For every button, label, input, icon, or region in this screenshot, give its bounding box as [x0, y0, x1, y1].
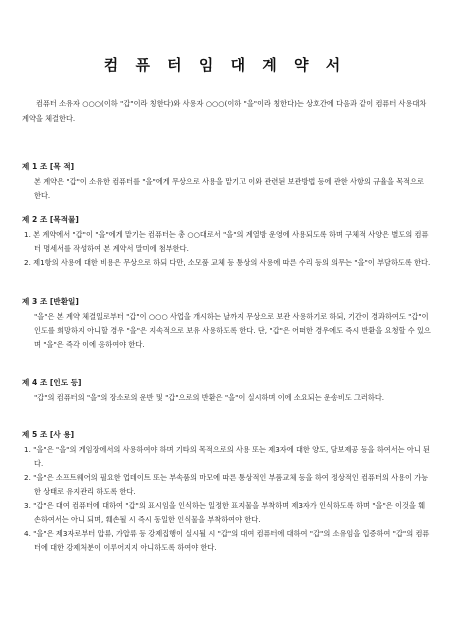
section-3 [22, 296, 432, 352]
document-title: 컴 퓨 터 임 대 계 약 서 [103, 56, 347, 74]
section-heading: 제 3 조 [반환일] [22, 297, 79, 306]
list-item: 1. 본 계약에서 "갑"이 "을"에게 맡기는 컴퓨터는 총 ○○대로서 "을"의 계열방 운영에 사용되도록 하며 구체적 사양은 별도의 컴퓨터 명세서를 작성하여 본 계약서 말미에 첨부한다. [24, 230, 429, 253]
intro-text: 컴퓨터 소유자 ○○○(이하 "갑"이라 칭한다)와 사용자 ○○○(이하 "을"이라 칭한다)는 상호간에 다음과 같이 컴퓨터 사용대차 계약을 체결한다. [22, 99, 427, 123]
list-item: 3. "갑"은 대여 컴퓨터에 대하여 "갑"의 표시임을 인식하는 일정한 표지물을 부착하며 제3자가 인식하도록 하며 "을"은 이것을 훼손하여서는 아니 되며, 훼손될 시 즉시 동일한 인식물을 부착하여야 한다. [24, 501, 426, 524]
section-heading: 제 5 조 [사 용] [22, 430, 75, 439]
section-body: "을"은 본 계약 체결일로부터 "갑"이 ○○○ 사업을 개시하는 날까지 무상으로 보관 사용하기로 하되, 기간이 경과하여도 "갑"이 인도를 희망하지 아니할 경우 "을"은 지속적으로 보유 사용하도록 한다. 단, "갑"은 어떠한 경우에도 즉시 반환을 요청할 수 있으며 "을"은 즉각 이에 응하여야 한다. [34, 312, 431, 349]
section-heading: 제 4 조 [인도 등] [22, 378, 82, 387]
intro-paragraph [22, 96, 432, 126]
section-1 [22, 161, 432, 203]
section-heading: 제 2 조 [목적물] [22, 215, 79, 224]
section-2 [22, 214, 432, 270]
list-item: 1. "을"은 "을"의 게임장에서의 사용하여야 하며 기타의 목적으로의 사용 또는 제3자에 대한 양도, 담보제공 등을 하여서는 아니 된다. [24, 445, 430, 468]
section-body: "갑"의 컴퓨터의 "을"의 장소로의 운반 및 "갑"으로의 반환은 "을"이 실시하며 이에 소요되는 운송비도 그러하다. [34, 393, 385, 402]
list-item: 4. "을"은 제3자로부터 압류, 가압류 등 강제집행이 실시될 시 "갑"의 대여 컴퓨터에 대하여 "갑"의 소유임을 입증하여 "갑"의 컴퓨터에 대한 강제처분이 이루어지지 아니하도록 하여야 한다. [24, 529, 430, 552]
list-item: 2. "을"은 소프트웨어의 필요한 업데이트 또는 부속품의 마모에 따른 통상적인 부품교체 등을 하여 정상적인 컴퓨터의 사용이 가능한 상태로 유지관리 하도록 한다. [24, 473, 429, 496]
list-item: 2. 제1항의 사용에 대한 비용은 무상으로 하되 다만, 소모품 교체 등 통상의 사용에 따른 수리 등의 의무는 "을"이 부담하도록 한다. [24, 258, 431, 267]
section-5 [22, 429, 432, 555]
section-heading: 제 1 조 [목 적] [22, 162, 75, 171]
section-body: 본 계약은 "갑"이 소유한 컴퓨터를 "을"에게 무상으로 사용을 맡기고 이와 관련된 보관방법 등에 관한 사항의 규율을 목적으로 한다. [34, 177, 424, 200]
section-4 [22, 377, 432, 405]
